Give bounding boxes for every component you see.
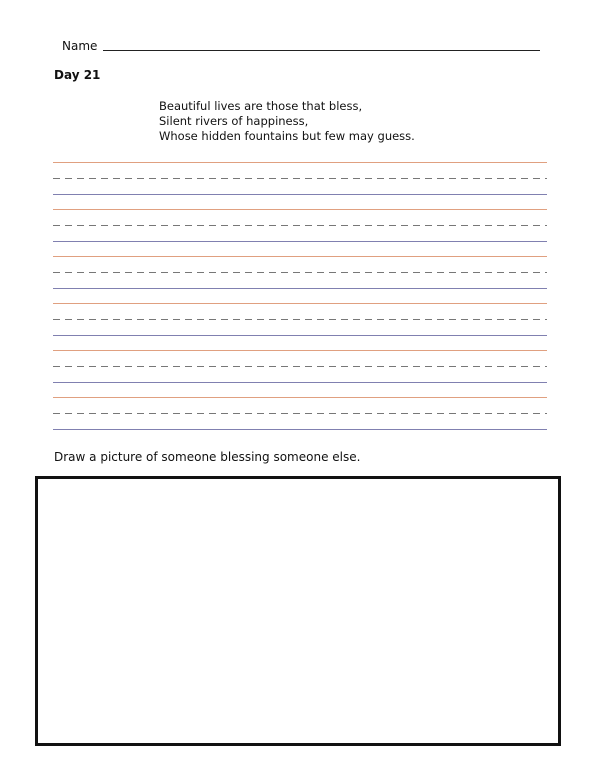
drawing-box[interactable] (35, 476, 561, 746)
handwriting-practice-lines[interactable] (53, 160, 547, 435)
poem-line: Beautiful lives are those that bless, (159, 99, 363, 113)
poem-line: Whose hidden fountains but few may guess. (159, 129, 415, 143)
day-title: Day 21 (54, 68, 101, 82)
poem-line: Silent rivers of happiness, (159, 114, 309, 128)
name-row (62, 35, 540, 53)
name-field-line[interactable] (103, 50, 540, 51)
drawing-prompt: Draw a picture of someone blessing someone else. (54, 450, 361, 464)
poem (159, 99, 415, 144)
name-label: Name (62, 39, 98, 53)
